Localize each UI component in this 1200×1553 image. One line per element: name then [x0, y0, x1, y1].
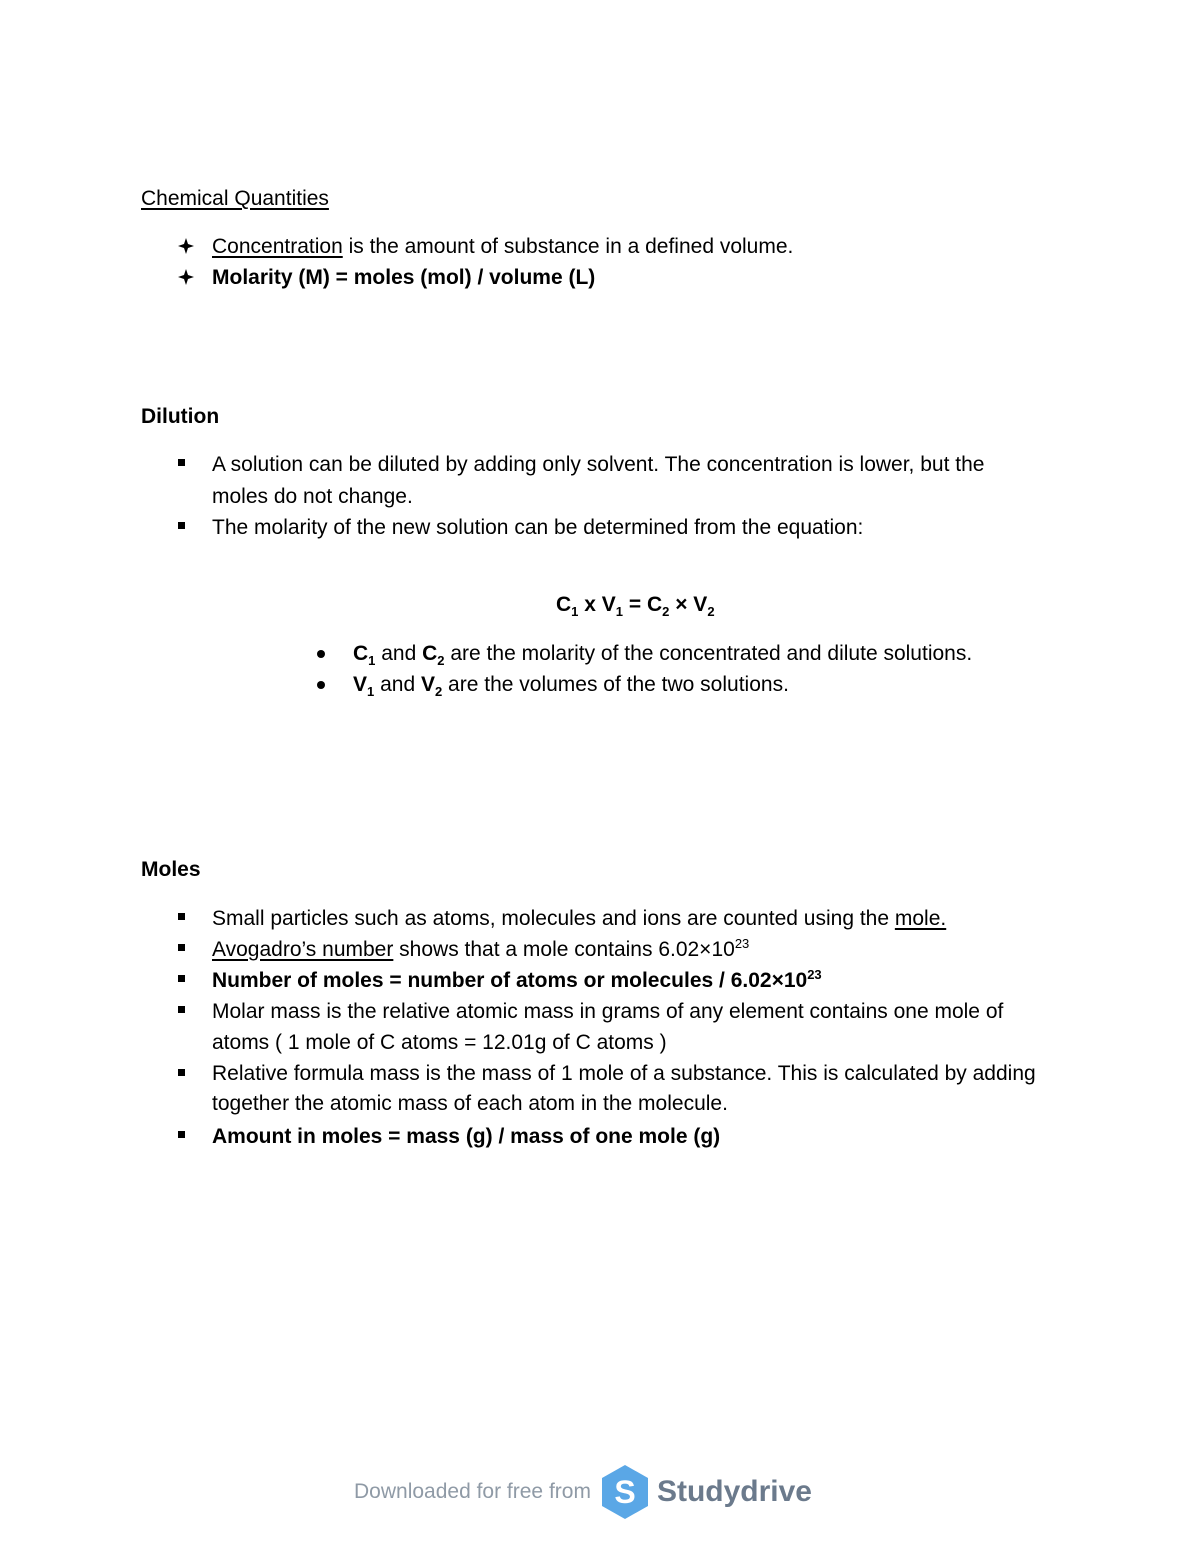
eq-c2: C — [646, 593, 663, 616]
list-item-molar-mass-line2: atoms ( 1 mole of C atoms = 12.01g of C atoms ) — [212, 1031, 667, 1054]
eq-c1: C — [556, 593, 572, 616]
list-item-molarity: Molarity (M) = moles (mol) / volume (L) — [212, 266, 596, 289]
exponent: 23 — [734, 936, 750, 951]
list-item-dilution-line2: moles do not change. — [212, 485, 413, 508]
svg-text:S: S — [614, 1474, 636, 1510]
square-bullet-icon — [178, 944, 185, 951]
term-concentration: Concentration — [212, 235, 343, 258]
list-item-number-of-moles — [212, 965, 822, 996]
eq-sub: 2 — [662, 604, 670, 620]
diamond-bullet-icon — [177, 268, 195, 286]
list-item-small-particles — [212, 903, 946, 934]
term-mole: mole. — [894, 907, 947, 930]
square-bullet-icon — [178, 913, 185, 920]
list-item-molar-mass-line1: Molar mass is the relative atomic mass in grams of any element contains one mole of — [212, 1000, 1004, 1023]
section-title-dilution: Dilution — [141, 405, 220, 428]
eq-times: × — [669, 593, 694, 616]
sub-item-text: are the molarity of the concentrated and dilute solutions. — [444, 642, 973, 665]
list-item-dilution-line1: A solution can be diluted by adding only solvent. The concentration is lower, but the — [212, 453, 985, 476]
footer-brand: Studydrive — [656, 1475, 812, 1508]
sub-item-text: are the volumes of the two solutions. — [442, 673, 789, 696]
square-bullet-icon — [178, 1006, 185, 1013]
equation-dilution — [556, 589, 715, 620]
square-bullet-icon — [178, 975, 185, 982]
studydrive-logo-icon — [599, 1463, 651, 1521]
sub-item-c1-c2 — [353, 638, 972, 669]
eq-times: x — [578, 593, 602, 616]
list-item-concentration — [212, 231, 793, 262]
list-item-text: shows that a mole contains 6.02×10 — [393, 938, 735, 961]
list-item-avogadro — [212, 934, 749, 965]
sub-item-and: and — [375, 642, 423, 665]
var-v1: $V_1$ — [353, 673, 375, 700]
footer-studydrive[interactable] — [354, 1462, 812, 1522]
square-bullet-icon — [178, 459, 185, 466]
square-bullet-icon — [178, 1131, 185, 1138]
round-bullet-icon — [317, 650, 325, 658]
section-title-moles: Moles — [141, 858, 201, 881]
round-bullet-icon — [317, 681, 325, 689]
eq-v1: V — [601, 593, 616, 616]
diamond-bullet-icon — [177, 237, 195, 255]
footer-text: Downloaded for free from — [354, 1480, 591, 1503]
list-item-relative-formula-line1: Relative formula mass is the mass of 1 mole of a substance. This is calculated by adding — [212, 1062, 1036, 1085]
list-item-relative-formula-line2: together the atomic mass of each atom in the molecule. — [212, 1092, 728, 1115]
sub-item-v1-v2 — [353, 669, 789, 700]
list-item-molarity-equation: The molarity of the new solution can be determined from the equation: — [212, 516, 864, 539]
var-c2: $C_2$ — [422, 642, 445, 669]
exponent: 23 — [807, 967, 822, 982]
list-item-amount-in-moles: Amount in moles = mass (g) / mass of one mole (g) — [212, 1125, 721, 1148]
eq-sub: 1 — [571, 604, 579, 620]
eq-equals: = — [623, 593, 647, 616]
term-avogadro-number: Avogadro’s number — [212, 938, 394, 961]
sub-item-and: and — [374, 673, 421, 696]
list-item-text: Number of moles = number of atoms or molecules / 6.02×10 — [212, 969, 808, 992]
var-c1: $C_1$ — [353, 642, 376, 669]
square-bullet-icon — [178, 522, 185, 529]
eq-v2: V — [693, 593, 708, 616]
square-bullet-icon — [178, 1069, 185, 1076]
eq-sub: 2 — [707, 604, 715, 620]
list-item-text: is the amount of substance in a defined volume. — [342, 235, 794, 258]
eq-sub: 1 — [615, 604, 624, 620]
section-title-chemical-quantities: Chemical Quantities — [141, 187, 329, 210]
var-v2: $V_2$ — [420, 673, 443, 700]
list-item-text: Small particles such as atoms, molecules and ions are counted using the — [212, 907, 895, 930]
